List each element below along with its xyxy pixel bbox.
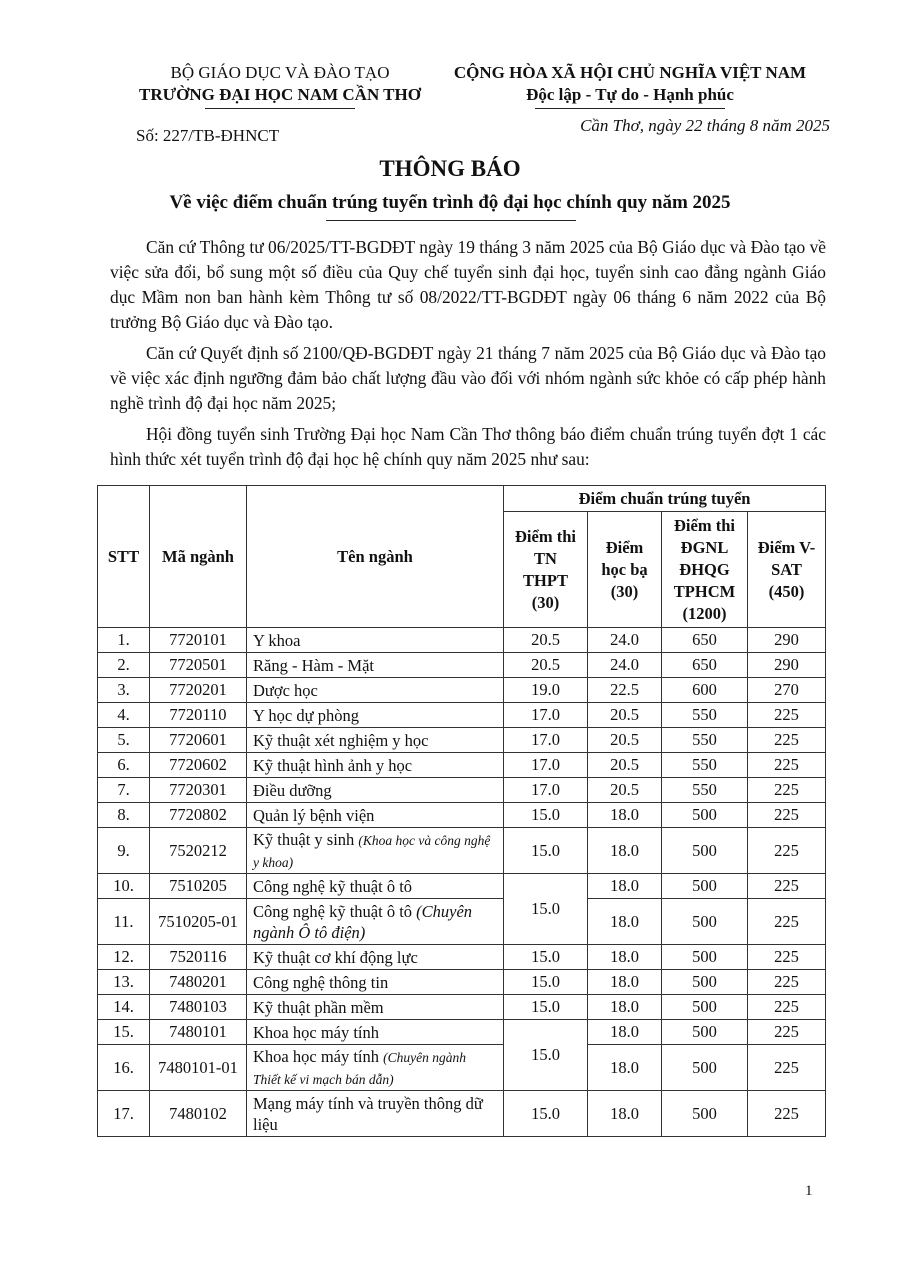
page-number: 1 [805,1183,813,1199]
cell-dgnl: 500 [662,828,748,874]
cell-thpt: 15.0 [504,945,588,970]
table-row [98,945,826,970]
cell-name [247,995,504,1020]
cell-thpt: 15.0 [504,995,588,1020]
admission-scores-table [97,485,826,1137]
cell-stt: 16. [98,1045,150,1091]
cell-name [247,828,504,874]
document-body [110,235,826,478]
document-subtitle: Về việc điểm chuẩn trúng tuyển trình độ đại học chính quy năm 2025 [169,192,731,213]
cell-hocba: 20.5 [588,778,662,803]
cell-name [247,653,504,678]
cell-name [247,803,504,828]
cell-stt: 11. [98,899,150,945]
cell-name [247,778,504,803]
cell-thpt: 20.5 [504,653,588,678]
cell-name [247,899,504,945]
major-name: Kỹ thuật hình ảnh y học [253,755,413,775]
cell-vsat: 225 [748,778,826,803]
paragraph: Căn cứ Thông tư 06/2025/TT-BGDĐT ngày 19 tháng 3 năm 2025 của Bộ Giáo dục và Đào tạo về việc sửa đổi, bổ sung một số điều của Quy chế tuyển sinh đại học, tuyển sinh cao đẳng ngành Giáo dục Mầm non ban hành kèm Thông tư số 08/2022/TT-BGDĐT ngày 06 tháng 6 năm 2022 của Bộ trưởng Bộ Giáo dục và Đào tạo. [110,237,826,332]
cell-hocba: 18.0 [588,803,662,828]
cell-stt: 4. [98,703,150,728]
cell-code: 7480101 [150,1020,247,1045]
university-name: TRƯỜNG ĐẠI HỌC NAM CẦN THƠ [139,85,421,104]
cell-vsat: 225 [748,703,826,728]
cell-stt: 14. [98,995,150,1020]
document-number: Số: 227/TB-ĐHNCT [136,126,280,145]
cell-stt: 6. [98,753,150,778]
cell-code: 7480102 [150,1091,247,1137]
cell-vsat: 225 [748,874,826,899]
cell-thpt: 17.0 [504,703,588,728]
cell-code: 7720201 [150,678,247,703]
major-name: Công nghệ thông tin [253,972,389,992]
table-row [98,1045,826,1091]
header-major-code: Mã ngành [150,486,247,628]
cell-stt: 10. [98,874,150,899]
cell-name [247,970,504,995]
cell-vsat: 225 [748,1020,826,1045]
major-note: (Khoa học và công nghệ y khoa) [253,832,491,870]
table-row [98,1020,826,1045]
header-hocba: Điểm học bạ (30) [588,512,662,628]
cell-hocba: 18.0 [588,874,662,899]
table-row [98,728,826,753]
cell-thpt: 19.0 [504,678,588,703]
cell-dgnl: 500 [662,995,748,1020]
cell-dgnl: 500 [662,945,748,970]
table-row [98,778,826,803]
cell-name [247,1091,504,1137]
ministry-name: BỘ GIÁO DỤC VÀ ĐÀO TẠO [170,63,390,82]
national-motto: Độc lập - Tự do - Hạnh phúc [526,85,734,104]
table-row [98,678,826,703]
cell-thpt: 17.0 [504,778,588,803]
major-name: Răng - Hàm - Mặt [253,655,374,675]
cell-thpt: 15.0 [504,970,588,995]
cell-hocba: 18.0 [588,945,662,970]
cell-stt: 3. [98,678,150,703]
cell-hocba: 20.5 [588,728,662,753]
major-name: Quản lý bệnh viện [253,805,375,825]
major-name: Điều dưỡng [253,780,332,800]
cell-name [247,728,504,753]
cell-code: 7520116 [150,945,247,970]
cell-code: 7720301 [150,778,247,803]
cell-dgnl: 550 [662,703,748,728]
cell-stt: 13. [98,970,150,995]
republic-name: CỘNG HÒA XÃ HỘI CHỦ NGHĨA VIỆT NAM [453,63,807,82]
motto-underline [535,108,725,109]
major-name: Kỹ thuật xét nghiệm y học [253,730,429,750]
cell-vsat: 225 [748,970,826,995]
header-thpt: Điểm thi TN THPT (30) [504,512,588,628]
cell-code: 7510205 [150,874,247,899]
table-row [98,653,826,678]
cell-vsat: 270 [748,678,826,703]
cell-hocba: 18.0 [588,970,662,995]
cell-thpt: 17.0 [504,728,588,753]
cell-code: 7720110 [150,703,247,728]
cell-thpt: 15.0 [504,803,588,828]
cell-thpt: 15.0 [504,828,588,874]
cell-hocba: 18.0 [588,1091,662,1137]
cell-hocba: 24.0 [588,653,662,678]
cell-vsat: 225 [748,995,826,1020]
table-row [98,753,826,778]
cell-hocba: 18.0 [588,899,662,945]
major-name: Mạng máy tính và truyền thông dữ liệu [253,1093,483,1134]
subtitle-underline [326,220,576,221]
header-stt: STT [98,486,150,628]
cell-hocba: 20.5 [588,703,662,728]
cell-stt: 15. [98,1020,150,1045]
cell-hocba: 18.0 [588,1045,662,1091]
cell-hocba: 18.0 [588,1020,662,1045]
cell-thpt: 15.0 [504,1091,588,1137]
cell-thpt: 17.0 [504,753,588,778]
table-row [98,995,826,1020]
cell-code: 7510205-01 [150,899,247,945]
cell-stt: 1. [98,628,150,653]
cell-dgnl: 500 [662,899,748,945]
header-score-group: Điểm chuẩn trúng tuyển [504,486,826,512]
table-row [98,970,826,995]
table-row [98,628,826,653]
cell-name [247,1020,504,1045]
cell-dgnl: 550 [662,753,748,778]
table-row [98,803,826,828]
major-name: Khoa học máy tính [253,1022,380,1042]
cell-code: 7520212 [150,828,247,874]
major-note: (Chuyên ngành Thiết kế vi mạch bán dẫn) [253,1049,466,1087]
major-name: Y học dự phòng [253,705,359,725]
header-major-name: Tên ngành [247,486,504,628]
cell-dgnl: 600 [662,678,748,703]
major-name: Y khoa [253,630,301,650]
major-name: Kỹ thuật cơ khí động lực [253,947,418,967]
cell-dgnl: 500 [662,1091,748,1137]
cell-hocba: 22.5 [588,678,662,703]
cell-dgnl: 500 [662,970,748,995]
issuer-block [100,62,460,109]
cell-vsat: 290 [748,628,826,653]
table-row [98,899,826,945]
issuer-underline [205,108,355,109]
major-name: Công nghệ kỹ thuật ô tô [253,876,413,896]
cell-vsat: 225 [748,828,826,874]
major-name: Công nghệ kỹ thuật ô tô [253,901,413,921]
cell-stt: 7. [98,778,150,803]
cell-vsat: 225 [748,728,826,753]
cell-vsat: 225 [748,899,826,945]
cell-vsat: 225 [748,803,826,828]
paragraph: Căn cứ Quyết định số 2100/QĐ-BGDĐT ngày 21 tháng 7 năm 2025 của Bộ Giáo dục và Đào tạo về việc xác định ngưỡng đảm bảo chất lượng đầu vào đối với nhóm ngành sức khỏe có cấp phép hành nghề trình độ đại học năm 2025; [110,343,826,413]
major-name: Khoa học máy tính [253,1046,380,1066]
cell-name [247,1045,504,1091]
cell-stt: 17. [98,1091,150,1137]
cell-thpt-merged: 15.0 [504,874,588,945]
major-name: Dược học [253,680,318,700]
cell-name [247,678,504,703]
major-name: Kỹ thuật y sinh [253,829,355,849]
header-dgnl: Điểm thi ĐGNL ĐHQG TPHCM (1200) [662,512,748,628]
cell-vsat: 225 [748,1045,826,1091]
cell-vsat: 225 [748,945,826,970]
cell-code: 7720601 [150,728,247,753]
cell-code: 7720602 [150,753,247,778]
cell-name [247,753,504,778]
cell-dgnl: 650 [662,653,748,678]
cell-dgnl: 650 [662,628,748,653]
cell-hocba: 24.0 [588,628,662,653]
cell-code: 7720501 [150,653,247,678]
cell-vsat: 225 [748,753,826,778]
cell-vsat: 290 [748,653,826,678]
cell-stt: 9. [98,828,150,874]
cell-code: 7480103 [150,995,247,1020]
header-vsat: Điểm V-SAT (450) [748,512,826,628]
cell-dgnl: 500 [662,1020,748,1045]
cell-dgnl: 550 [662,728,748,753]
table-row [98,1091,826,1137]
cell-stt: 2. [98,653,150,678]
table-row [98,828,826,874]
place-date: Cần Thơ, ngày 22 tháng 8 năm 2025 [580,116,830,135]
cell-name [247,628,504,653]
cell-code: 7720802 [150,803,247,828]
cell-name [247,703,504,728]
cell-code: 7480101-01 [150,1045,247,1091]
major-name: Kỹ thuật phần mềm [253,997,384,1017]
cell-code: 7480201 [150,970,247,995]
major-note: (Chuyên ngành Ô tô điện) [253,901,473,942]
cell-stt: 8. [98,803,150,828]
cell-thpt: 20.5 [504,628,588,653]
cell-name [247,945,504,970]
cell-code: 7720101 [150,628,247,653]
table-row [98,703,826,728]
table-row [98,874,826,899]
cell-name [247,874,504,899]
paragraph: Hội đồng tuyển sinh Trường Đại học Nam Cần Thơ thông báo điểm chuẩn trúng tuyển đợt 1 các hình thức xét tuyển trình độ đại học hệ chính quy năm 2025 như sau: [110,424,826,469]
cell-thpt-merged: 15.0 [504,1020,588,1091]
cell-dgnl: 500 [662,1045,748,1091]
cell-stt: 12. [98,945,150,970]
cell-dgnl: 550 [662,778,748,803]
cell-hocba: 18.0 [588,828,662,874]
cell-vsat: 225 [748,1091,826,1137]
cell-stt: 5. [98,728,150,753]
cell-dgnl: 500 [662,803,748,828]
document-title: THÔNG BÁO [379,156,521,181]
national-header [420,62,840,109]
cell-hocba: 18.0 [588,995,662,1020]
cell-dgnl: 500 [662,874,748,899]
cell-hocba: 20.5 [588,753,662,778]
